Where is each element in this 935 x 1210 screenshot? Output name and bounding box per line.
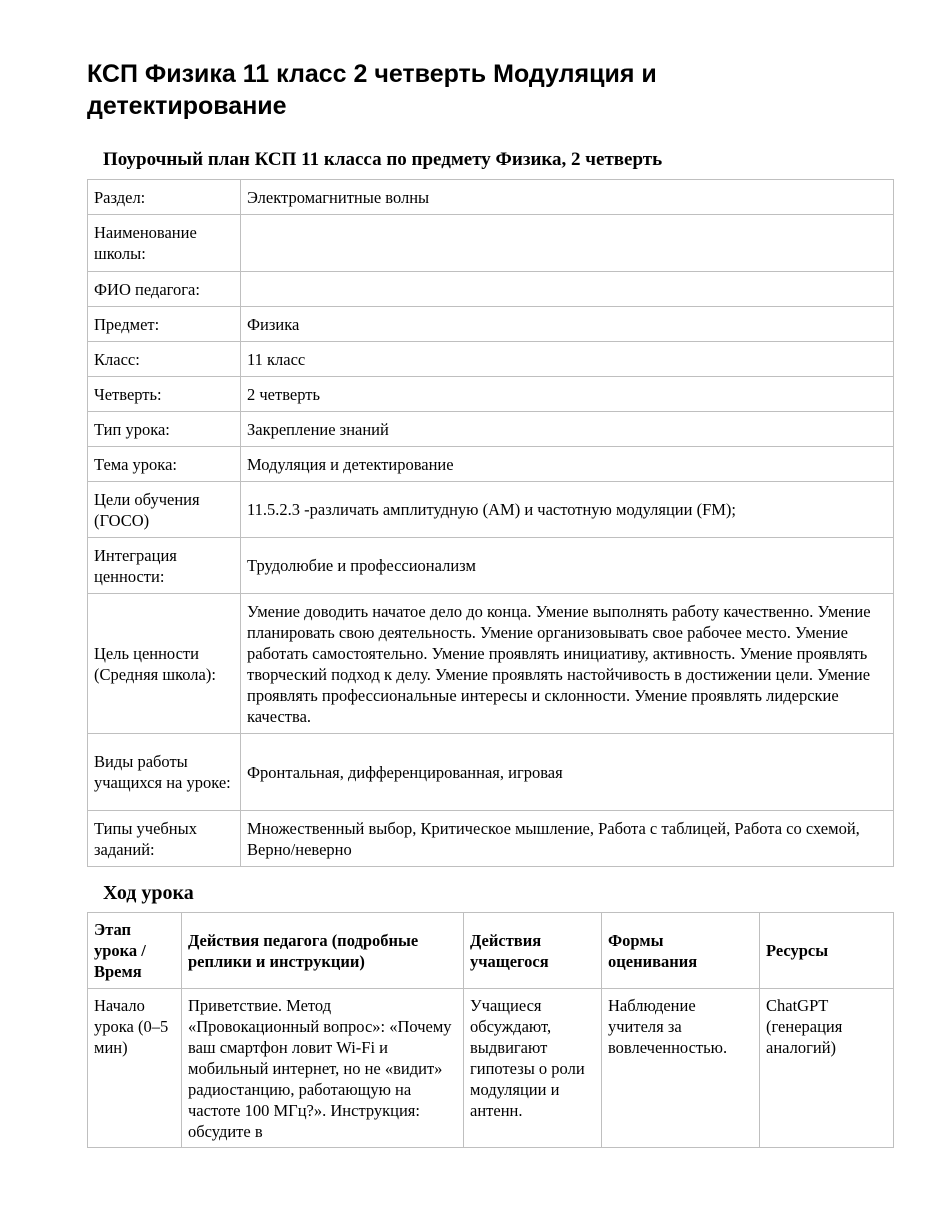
lesson-progress-heading: Ход урока — [103, 882, 194, 904]
document-title: КСП Физика 11 класс 2 четверть Модуляция и детектирование — [87, 60, 657, 120]
resources-cell: ChatGPT (генерация аналогий) — [760, 989, 894, 1148]
column-header-teacher-actions: Действия педагога (подробные реплики и инструкции) — [182, 913, 464, 989]
stage-cell: Начало урока (0–5 мин) — [88, 989, 182, 1148]
teacher-actions-cell: Приветствие. Метод «Провокационный вопрос»: «Почему ваш смартфон ловит Wi-Fi и мобильный интернет, но не «видит» радиостанцию, работающую на частоте 100 МГц?». Инструкция: обсудите в — [182, 989, 464, 1148]
info-row-grade — [88, 342, 894, 377]
info-value: Фронтальная, дифференцированная, игровая — [241, 734, 894, 811]
info-value: Физика — [241, 307, 894, 342]
column-header-student-actions: Действия учащегося — [464, 913, 602, 989]
info-label: Наименование школы: — [88, 215, 241, 272]
info-label: Цель ценности (Средняя школа): — [88, 594, 241, 734]
info-value — [241, 272, 894, 307]
lesson-table-header-row — [88, 913, 894, 989]
info-label: ФИО педагога: — [88, 272, 241, 307]
info-label: Цели обучения (ГОСО) — [88, 482, 241, 538]
info-row-school — [88, 215, 894, 272]
info-value — [241, 215, 894, 272]
info-label: Типы учебных заданий: — [88, 811, 241, 867]
info-row-quarter — [88, 377, 894, 412]
info-value: Закрепление знаний — [241, 412, 894, 447]
info-row-value-goal — [88, 594, 894, 734]
info-row-teacher — [88, 272, 894, 307]
table-row — [88, 989, 894, 1148]
column-header-resources: Ресурсы — [760, 913, 894, 989]
lesson-progress-table — [87, 912, 894, 1148]
info-row-learning-goals — [88, 482, 894, 538]
info-row-value-integration — [88, 538, 894, 594]
assessment-cell: Наблюдение учителя за вовлеченностью. — [602, 989, 760, 1148]
info-label: Тема урока: — [88, 447, 241, 482]
info-row-work-types — [88, 734, 894, 811]
info-label: Предмет: — [88, 307, 241, 342]
info-value: Умение доводить начатое дело до конца. Умение выполнять работу качественно. Умение планировать свою деятельность. Умение организовывать свое рабочее место. Умение работать самостоятельно. Умение проявлять инициативу, активность. Умение проявлять творческий подход к делу. Умение проявлять настойчивость в достижении цели. Умение проявлять профессиональные интересы и склонности. Умение проявлять лидерские качества. — [241, 594, 894, 734]
info-label: Класс: — [88, 342, 241, 377]
student-actions-cell: Учащиеся обсуждают, выдвигают гипотезы о роли модуляции и антенн. — [464, 989, 602, 1148]
info-value: Множественный выбор, Критическое мышление, Работа с таблицей, Работа со схемой, Верно/неверно — [241, 811, 894, 867]
info-label: Интеграция ценности: — [88, 538, 241, 594]
plan-heading: Поурочный план КСП 11 класса по предмету Физика, 2 четверть — [103, 149, 663, 170]
info-label: Четверть: — [88, 377, 241, 412]
info-row-section — [88, 180, 894, 215]
info-value: 11 класс — [241, 342, 894, 377]
info-row-subject — [88, 307, 894, 342]
info-row-task-types — [88, 811, 894, 867]
info-value: 11.5.2.3 -различать амплитудную (АМ) и частотную модуляции (FM); — [241, 482, 894, 538]
column-header-assessment: Формы оценивания — [602, 913, 760, 989]
info-row-lesson-type — [88, 412, 894, 447]
info-value: Электромагнитные волны — [241, 180, 894, 215]
info-value: 2 четверть — [241, 377, 894, 412]
info-value: Трудолюбие и профессионализм — [241, 538, 894, 594]
column-header-stage: Этап урока / Время — [88, 913, 182, 989]
info-value: Модуляция и детектирование — [241, 447, 894, 482]
lesson-info-table — [87, 179, 894, 867]
info-row-lesson-topic — [88, 447, 894, 482]
info-label: Раздел: — [88, 180, 241, 215]
info-label: Виды работы учащихся на уроке: — [88, 734, 241, 811]
info-label: Тип урока: — [88, 412, 241, 447]
